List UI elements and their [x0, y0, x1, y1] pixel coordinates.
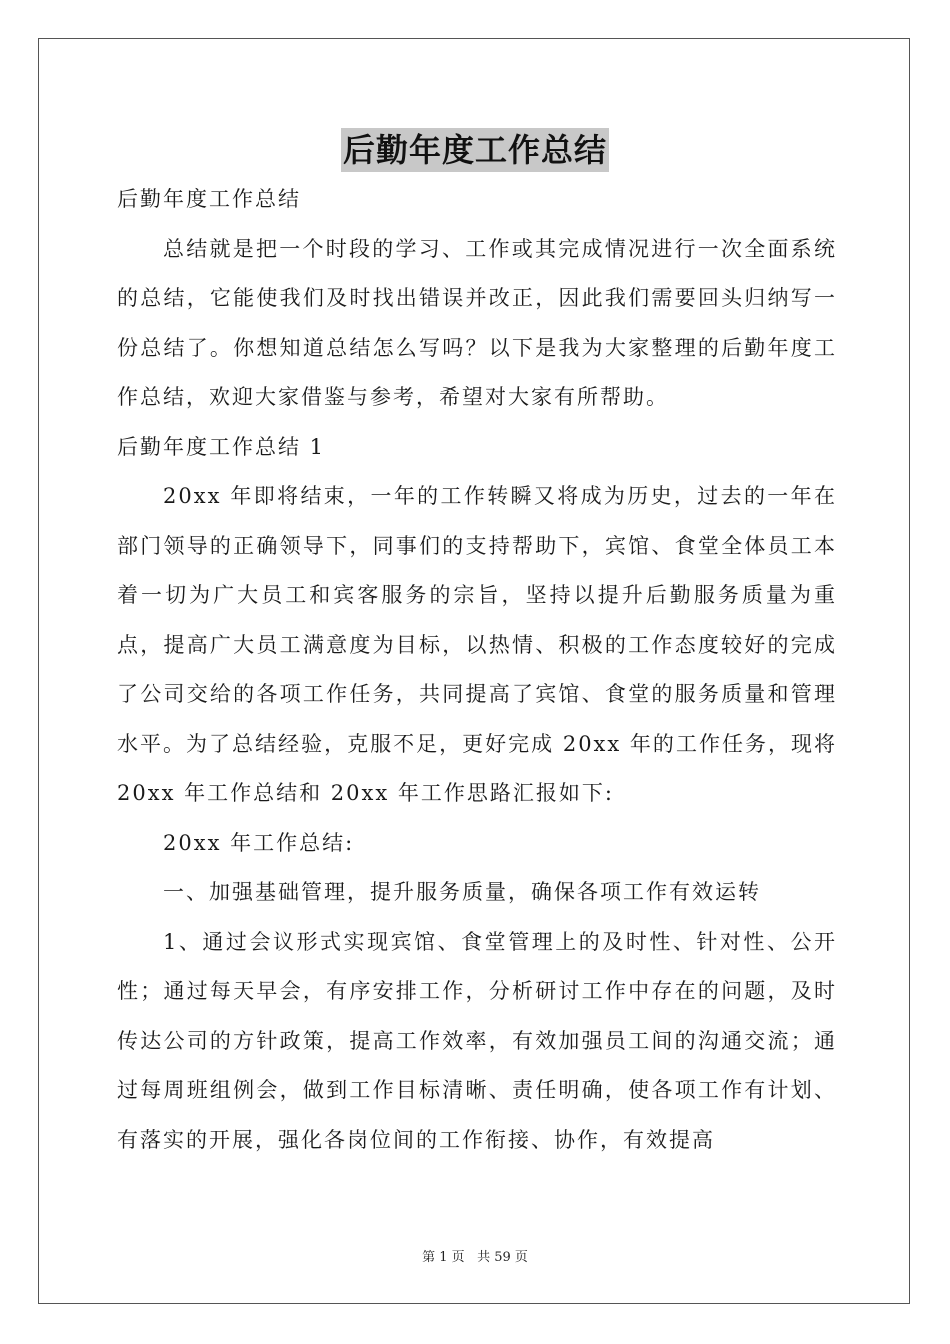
- document-body: [117, 175, 837, 1165]
- subtitle-paragraph: 后勤年度工作总结: [117, 187, 301, 211]
- document-title-text: 后勤年度工作总结: [341, 128, 609, 172]
- total-pages: 共 59 页: [477, 1250, 528, 1265]
- body-paragraph-2: 1、通过会议形式实现宾馆、食堂管理上的及时性、针对性、公开性；通过每天早会，有序安排工作，分析研讨工作中存在的问题，及时传达公司的方针政策，提高工作效率，有效加强员工间的沟通交流；通过每周班组例会，做到工作目标清晰、责任明确，使各项工作有计划、有落实的开展，强化各岗位间的工作衔接、协作，有效提高: [117, 929, 837, 1152]
- document-title: [0, 128, 950, 172]
- section-heading-1: 后勤年度工作总结 1: [117, 434, 326, 459]
- page-number: 第 1 页: [422, 1250, 465, 1265]
- body-paragraph-1: 20xx 年即将结束，一年的工作转瞬又将成为历史，过去的一年在部门领导的正确领导下，同事们的支持帮助下，宾馆、食堂全体员工本着一切为广大员工和宾客服务的宗旨，坚持以提升后勤服务质量为重点，提高广大员工满意度为目标，以热情、积极的工作态度较好的完成了公司交给的各项工作任务，共同提高了宾馆、食堂的服务质量和管理水平。为了总结经验，克服不足，更好完成 20xx 年的工作任务，现将 20xx 年工作总结和 20xx 年工作思路汇报如下:: [117, 484, 837, 805]
- page-footer: [0, 1246, 950, 1265]
- summary-heading: 20xx 年工作总结:: [163, 830, 355, 855]
- section-heading-one: 一、加强基础管理，提升服务质量，确保各项工作有效运转: [163, 880, 761, 904]
- intro-paragraph: 总结就是把一个时段的学习、工作或其完成情况进行一次全面系统的总结，它能使我们及时找出错误并改正，因此我们需要回头归纳写一份总结了。你想知道总结怎么写吗？以下是我为大家整理的后勤年度工作总结，欢迎大家借鉴与参考，希望对大家有所帮助。: [117, 236, 837, 409]
